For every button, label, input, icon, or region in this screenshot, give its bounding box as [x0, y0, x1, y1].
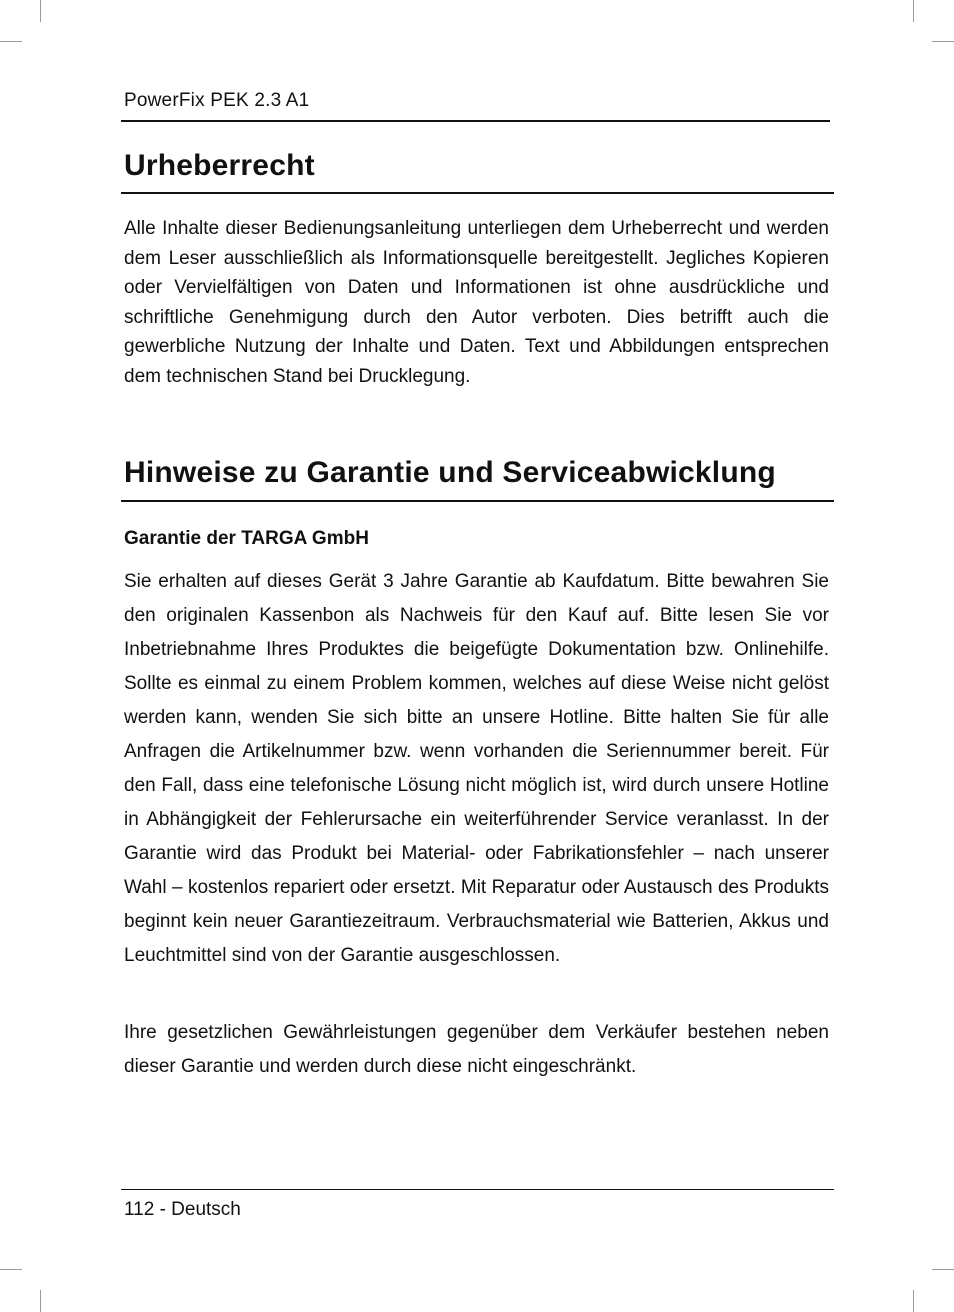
warranty-paragraph-1: Sie erhalten auf dieses Gerät 3 Jahre Garantie ab Kaufdatum. Bitte bewahren Sie den originalen Kassenbon als Nachweis für den Kauf auf. Bitte lesen Sie vor Inbetriebnahme Ihres Produktes die beigefügte Dokumentation bzw. Onlinehilfe. Sollte es einmal zu einem Problem kommen, welches auf diese Weise nicht gelöst werden kann, wenden Sie sich bitte an unsere Hotline. Bitte halten Sie für alle Anfragen die Artikelnummer bzw. wenn vorhanden die Seriennummer bereit. Für den Fall, dass eine telefonische Lösung nicht möglich ist, wird durch unsere Hotline in Abhängigkeit der Fehlerursache ein weiterführender Service veranlasst. In der Garantie wird das Produkt bei Material- oder Fabrikationsfehler – nach unserer Wahl – kostenlos repariert oder ersetzt. Mit Reparatur oder Austausch des Produkts beginnt kein neuer Garantiezeitraum. Verbrauchsmaterial wie Batterien, Akkus und Leuchtmittel sind von der Garantie ausgeschlossen. — [124, 571, 829, 966]
crop-mark — [913, 0, 914, 22]
crop-mark — [0, 1269, 22, 1270]
warranty-heading-rule — [121, 500, 834, 502]
warranty-paragraph-2: Ihre gesetzlichen Gewährleistungen gegenüber dem Verkäufer bestehen neben dieser Garantie und werden durch diese nicht eingeschränkt. — [124, 1022, 829, 1077]
crop-mark — [40, 0, 41, 22]
copyright-heading-rule — [121, 192, 834, 194]
crop-mark — [932, 41, 954, 42]
warranty-subheading: Garantie der TARGA GmbH — [124, 528, 369, 549]
footer-rule — [121, 1189, 834, 1190]
crop-mark — [932, 1269, 954, 1270]
header-rule — [121, 120, 830, 122]
crop-mark — [40, 1290, 41, 1312]
warranty-heading: Hinweise zu Garantie und Serviceabwicklung — [124, 456, 776, 489]
crop-mark — [913, 1290, 914, 1312]
crop-mark — [0, 41, 22, 42]
copyright-heading: Urheberrecht — [124, 149, 315, 182]
running-header: PowerFix PEK 2.3 A1 — [124, 90, 310, 111]
page-number: 112 - Deutsch — [124, 1199, 241, 1220]
copyright-paragraph: Alle Inhalte dieser Bedienungsanleitung unterliegen dem Urheberrecht und werden dem Leser ausschließlich als Informationsquelle bereitgestellt. Jegliches Kopieren oder Vervielfältigen von Daten und Informationen ist ohne ausdrückliche und schriftliche Genehmigung durch den Autor verboten. Dies betrifft auch die gewerbliche Nutzung der Inhalte und Daten. Text und Abbildungen entsprechen dem technischen Stand bei Drucklegung. — [124, 218, 829, 387]
